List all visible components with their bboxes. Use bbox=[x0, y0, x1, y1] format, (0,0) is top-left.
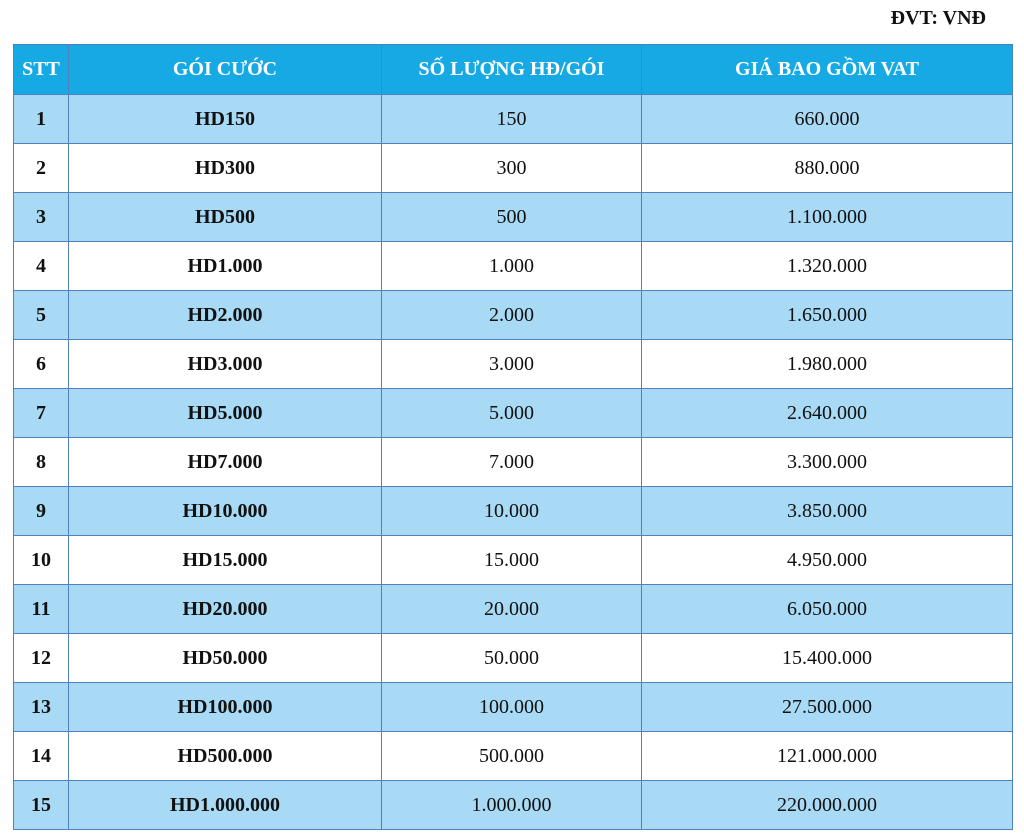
row-price: 1.100.000 bbox=[642, 193, 1013, 242]
row-stt: 7 bbox=[14, 389, 69, 438]
row-package: HD3.000 bbox=[69, 340, 382, 389]
row-quantity: 300 bbox=[382, 144, 642, 193]
row-stt: 8 bbox=[14, 438, 69, 487]
row-package: HD1.000.000 bbox=[69, 781, 382, 830]
row-quantity: 10.000 bbox=[382, 487, 642, 536]
header-stt: STT bbox=[14, 45, 69, 95]
row-quantity: 15.000 bbox=[382, 536, 642, 585]
row-stt: 3 bbox=[14, 193, 69, 242]
row-package: HD10.000 bbox=[69, 487, 382, 536]
row-quantity: 1.000 bbox=[382, 242, 642, 291]
row-stt: 13 bbox=[14, 683, 69, 732]
row-quantity: 2.000 bbox=[382, 291, 642, 340]
header-quantity: SỐ LƯỢNG HĐ/GÓI bbox=[382, 45, 642, 95]
header-package: GÓI CƯỚC bbox=[69, 45, 382, 95]
table-row bbox=[14, 683, 1013, 732]
row-price: 220.000.000 bbox=[642, 781, 1013, 830]
row-price: 1.320.000 bbox=[642, 242, 1013, 291]
row-stt: 11 bbox=[14, 585, 69, 634]
row-quantity: 500 bbox=[382, 193, 642, 242]
table-row bbox=[14, 585, 1013, 634]
row-stt: 1 bbox=[14, 95, 69, 144]
table-row bbox=[14, 193, 1013, 242]
table-row bbox=[14, 536, 1013, 585]
row-package: HD20.000 bbox=[69, 585, 382, 634]
row-package: HD500.000 bbox=[69, 732, 382, 781]
row-price: 27.500.000 bbox=[642, 683, 1013, 732]
unit-label: ĐVT: VNĐ bbox=[890, 7, 986, 29]
row-price: 121.000.000 bbox=[642, 732, 1013, 781]
row-quantity: 3.000 bbox=[382, 340, 642, 389]
table-row bbox=[14, 340, 1013, 389]
row-quantity: 5.000 bbox=[382, 389, 642, 438]
row-stt: 9 bbox=[14, 487, 69, 536]
table-row bbox=[14, 732, 1013, 781]
row-quantity: 20.000 bbox=[382, 585, 642, 634]
row-package: HD15.000 bbox=[69, 536, 382, 585]
header-price: GIÁ BAO GỒM VAT bbox=[642, 45, 1013, 95]
row-price: 880.000 bbox=[642, 144, 1013, 193]
table-row bbox=[14, 389, 1013, 438]
row-stt: 12 bbox=[14, 634, 69, 683]
row-stt: 2 bbox=[14, 144, 69, 193]
table-row bbox=[14, 291, 1013, 340]
row-package: HD150 bbox=[69, 95, 382, 144]
row-quantity: 7.000 bbox=[382, 438, 642, 487]
row-price: 1.980.000 bbox=[642, 340, 1013, 389]
row-stt: 10 bbox=[14, 536, 69, 585]
price-table bbox=[13, 44, 1013, 830]
row-package: HD2.000 bbox=[69, 291, 382, 340]
row-stt: 15 bbox=[14, 781, 69, 830]
row-package: HD1.000 bbox=[69, 242, 382, 291]
row-quantity: 50.000 bbox=[382, 634, 642, 683]
row-price: 1.650.000 bbox=[642, 291, 1013, 340]
row-price: 6.050.000 bbox=[642, 585, 1013, 634]
row-quantity: 500.000 bbox=[382, 732, 642, 781]
row-price: 15.400.000 bbox=[642, 634, 1013, 683]
table-row bbox=[14, 95, 1013, 144]
row-package: HD50.000 bbox=[69, 634, 382, 683]
row-price: 3.300.000 bbox=[642, 438, 1013, 487]
table-row bbox=[14, 144, 1013, 193]
row-quantity: 150 bbox=[382, 95, 642, 144]
table-row bbox=[14, 781, 1013, 830]
row-price: 2.640.000 bbox=[642, 389, 1013, 438]
table-row bbox=[14, 242, 1013, 291]
row-stt: 4 bbox=[14, 242, 69, 291]
row-stt: 14 bbox=[14, 732, 69, 781]
row-package: HD500 bbox=[69, 193, 382, 242]
row-package: HD5.000 bbox=[69, 389, 382, 438]
table-row bbox=[14, 438, 1013, 487]
row-price: 4.950.000 bbox=[642, 536, 1013, 585]
row-package: HD300 bbox=[69, 144, 382, 193]
row-price: 3.850.000 bbox=[642, 487, 1013, 536]
row-stt: 6 bbox=[14, 340, 69, 389]
table-header-row bbox=[14, 45, 1013, 95]
table-row bbox=[14, 634, 1013, 683]
row-quantity: 1.000.000 bbox=[382, 781, 642, 830]
row-package: HD100.000 bbox=[69, 683, 382, 732]
row-package: HD7.000 bbox=[69, 438, 382, 487]
table-row bbox=[14, 487, 1013, 536]
row-quantity: 100.000 bbox=[382, 683, 642, 732]
row-price: 660.000 bbox=[642, 95, 1013, 144]
row-stt: 5 bbox=[14, 291, 69, 340]
